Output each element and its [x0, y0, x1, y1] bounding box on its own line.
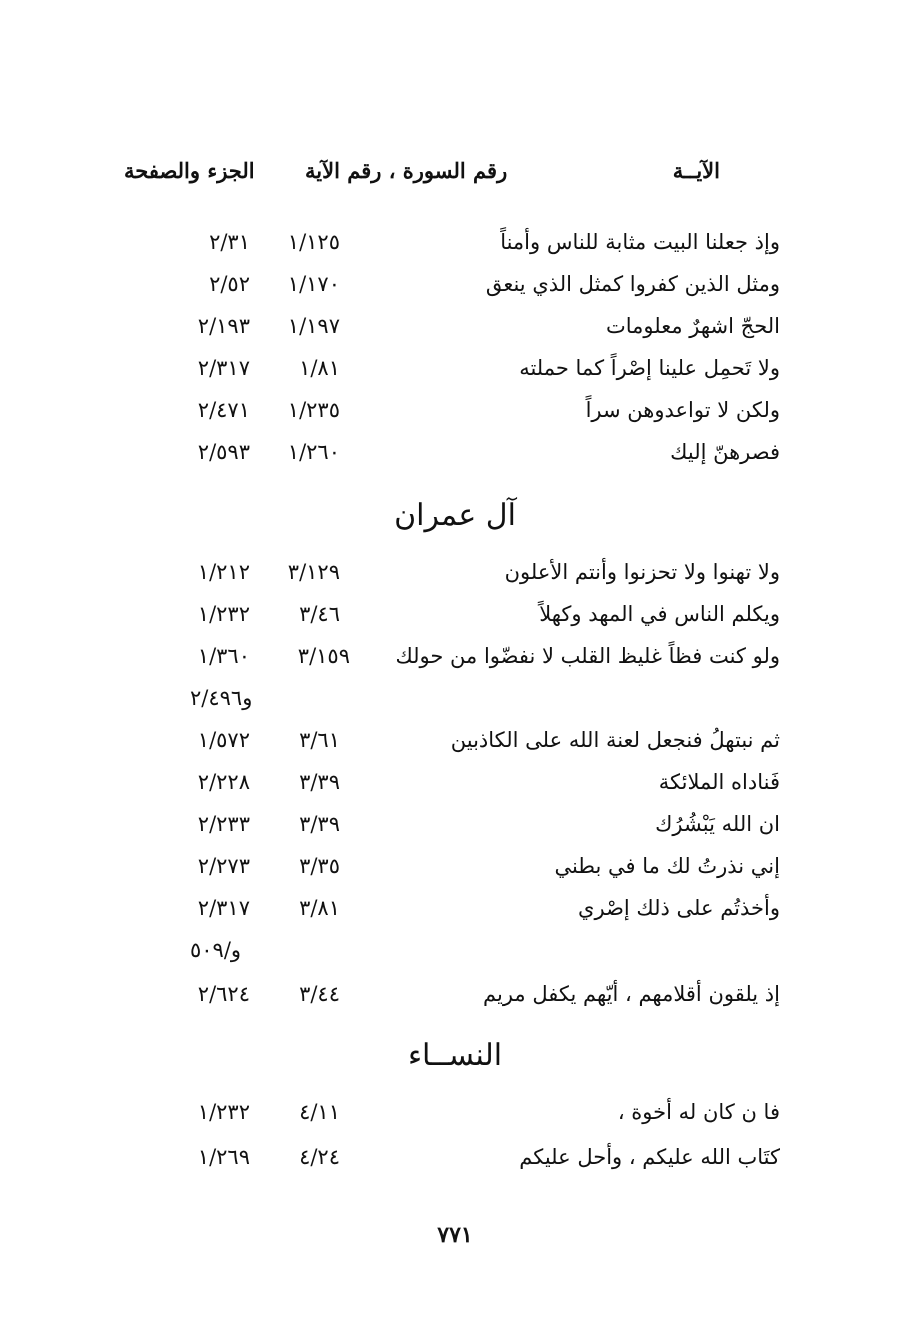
surah-verse-ref: ٤/١١ [299, 1100, 340, 1124]
header-volume-page: الجزء والصفحة [124, 158, 255, 183]
surah-verse-ref: ١/٢٦٠ [287, 440, 340, 464]
volume-page-ref: ١/٥٧٢ [197, 728, 250, 752]
section-title-an-nisa: النســاء [407, 1038, 503, 1073]
verse-text: ولا تهنوا ولا تحزنوا وأنتم الأعلون [504, 560, 780, 584]
surah-verse-ref: ١/٢٣٥ [287, 398, 340, 422]
surah-verse-ref: ٣/٣٥ [299, 854, 340, 878]
index-row [120, 770, 780, 810]
index-row [120, 440, 780, 480]
index-row [120, 854, 780, 894]
index-row [120, 896, 780, 936]
verse-text: وإذ جعلنا البيت مثابة للناس وأمناً [500, 230, 780, 254]
surah-verse-ref: ١/١٢٥ [287, 230, 340, 254]
header-verse: الآيــة [672, 158, 720, 183]
surah-verse-ref: ٣/٤٦ [299, 602, 340, 626]
verse-text: فصرهنّ إليك [670, 440, 780, 464]
surah-verse-ref: ٣/٣٩ [299, 770, 340, 794]
volume-page-ref: ٢/٣١ [209, 230, 250, 254]
volume-page-ref: ٢/٢٧٣ [197, 854, 250, 878]
volume-page-ref: ٢/٥٢ [209, 272, 250, 296]
volume-page-ref: ٢/٢٣٣ [197, 812, 250, 836]
verse-text: فا ن كان له أخوة ، [617, 1100, 780, 1124]
volume-page-ref: ٢/٦٢٤ [197, 982, 250, 1006]
verse-text: ولكن لا تواعدوهن سراً [585, 398, 780, 422]
index-row [120, 644, 780, 684]
header-surah-verse-number: رقم السورة ، رقم الآية [305, 158, 508, 183]
verse-text: فَناداه الملائكة [658, 770, 780, 794]
index-row [120, 314, 780, 354]
surah-verse-ref: ٣/٦١ [299, 728, 340, 752]
surah-verse-ref: ٣/٨١ [299, 896, 340, 920]
verse-text: ولا تَحمِل علينا إصْراً كما حملته [519, 356, 780, 380]
index-row [120, 1100, 780, 1140]
surah-verse-ref: ٣/٤٤ [299, 982, 340, 1006]
verse-text: إذ يلقون أقلامهم ، أيّهم يكفل مريم [483, 982, 780, 1006]
volume-page-ref: ٢/١٩٣ [197, 314, 250, 338]
verse-text: ومثل الذين كفروا كمثل الذي ينعق [485, 272, 780, 296]
verse-text: ويكلم الناس في المهد وكهلاً [539, 602, 780, 626]
volume-page-ref: ١/٢١٢ [197, 560, 250, 584]
verse-text: ان الله يَبْشُرُك [655, 812, 780, 836]
volume-page-ref: ١/٢٣٢ [197, 1100, 250, 1124]
surah-verse-ref: ٣/٣٩ [299, 812, 340, 836]
index-row [120, 728, 780, 768]
volume-page-ref-continued: و٢/٤٩٦ [190, 686, 253, 710]
surah-verse-ref: ٤/٢٤ [299, 1145, 340, 1169]
verse-text: ولو كنت فظاً غليظ القلب لا نفضّوا من حولك [395, 644, 780, 668]
page-number: ٧٧١ [437, 1222, 473, 1248]
volume-page-ref: ١/٣٦٠ [197, 644, 250, 668]
index-row [120, 812, 780, 852]
volume-page-ref: ٢/٣١٧ [197, 896, 250, 920]
section-title-al-imran: آل عمران [394, 498, 516, 533]
verse-text: وأخذتُم على ذلك إصْري [578, 896, 780, 920]
index-row [120, 272, 780, 312]
index-row [120, 230, 780, 270]
surah-verse-ref: ٣/١٥٩ [297, 644, 350, 668]
index-row [120, 356, 780, 396]
volume-page-ref: ١/٢٦٩ [197, 1145, 250, 1169]
volume-page-ref-continued: و/٥٠٩ [190, 938, 242, 962]
surah-verse-ref: ١/١٩٧ [287, 314, 340, 338]
volume-page-ref: ٢/٤٧١ [197, 398, 250, 422]
surah-verse-ref: ١/١٧٠ [287, 272, 340, 296]
verse-text: كتَاب الله عليكم ، وأحل عليكم [519, 1145, 780, 1169]
verse-text: إني نذرتُ لك ما في بطني [554, 854, 780, 878]
index-row [120, 982, 780, 1022]
surah-verse-ref: ٣/١٢٩ [287, 560, 340, 584]
volume-page-ref: ٢/٢٢٨ [197, 770, 250, 794]
surah-verse-ref: ١/٨١ [299, 356, 340, 380]
volume-page-ref: ١/٢٣٢ [197, 602, 250, 626]
index-row [120, 398, 780, 438]
verse-text: ثم نبتهلُ فنجعل لعنة الله على الكاذبين [450, 728, 780, 752]
verse-text: الحجّ اشهرٌ معلومات [606, 314, 780, 338]
column-header [120, 158, 780, 194]
index-row [120, 602, 780, 642]
volume-page-ref: ٢/٥٩٣ [197, 440, 250, 464]
index-row [120, 560, 780, 600]
index-row [120, 1145, 780, 1185]
volume-page-ref: ٢/٣١٧ [197, 356, 250, 380]
